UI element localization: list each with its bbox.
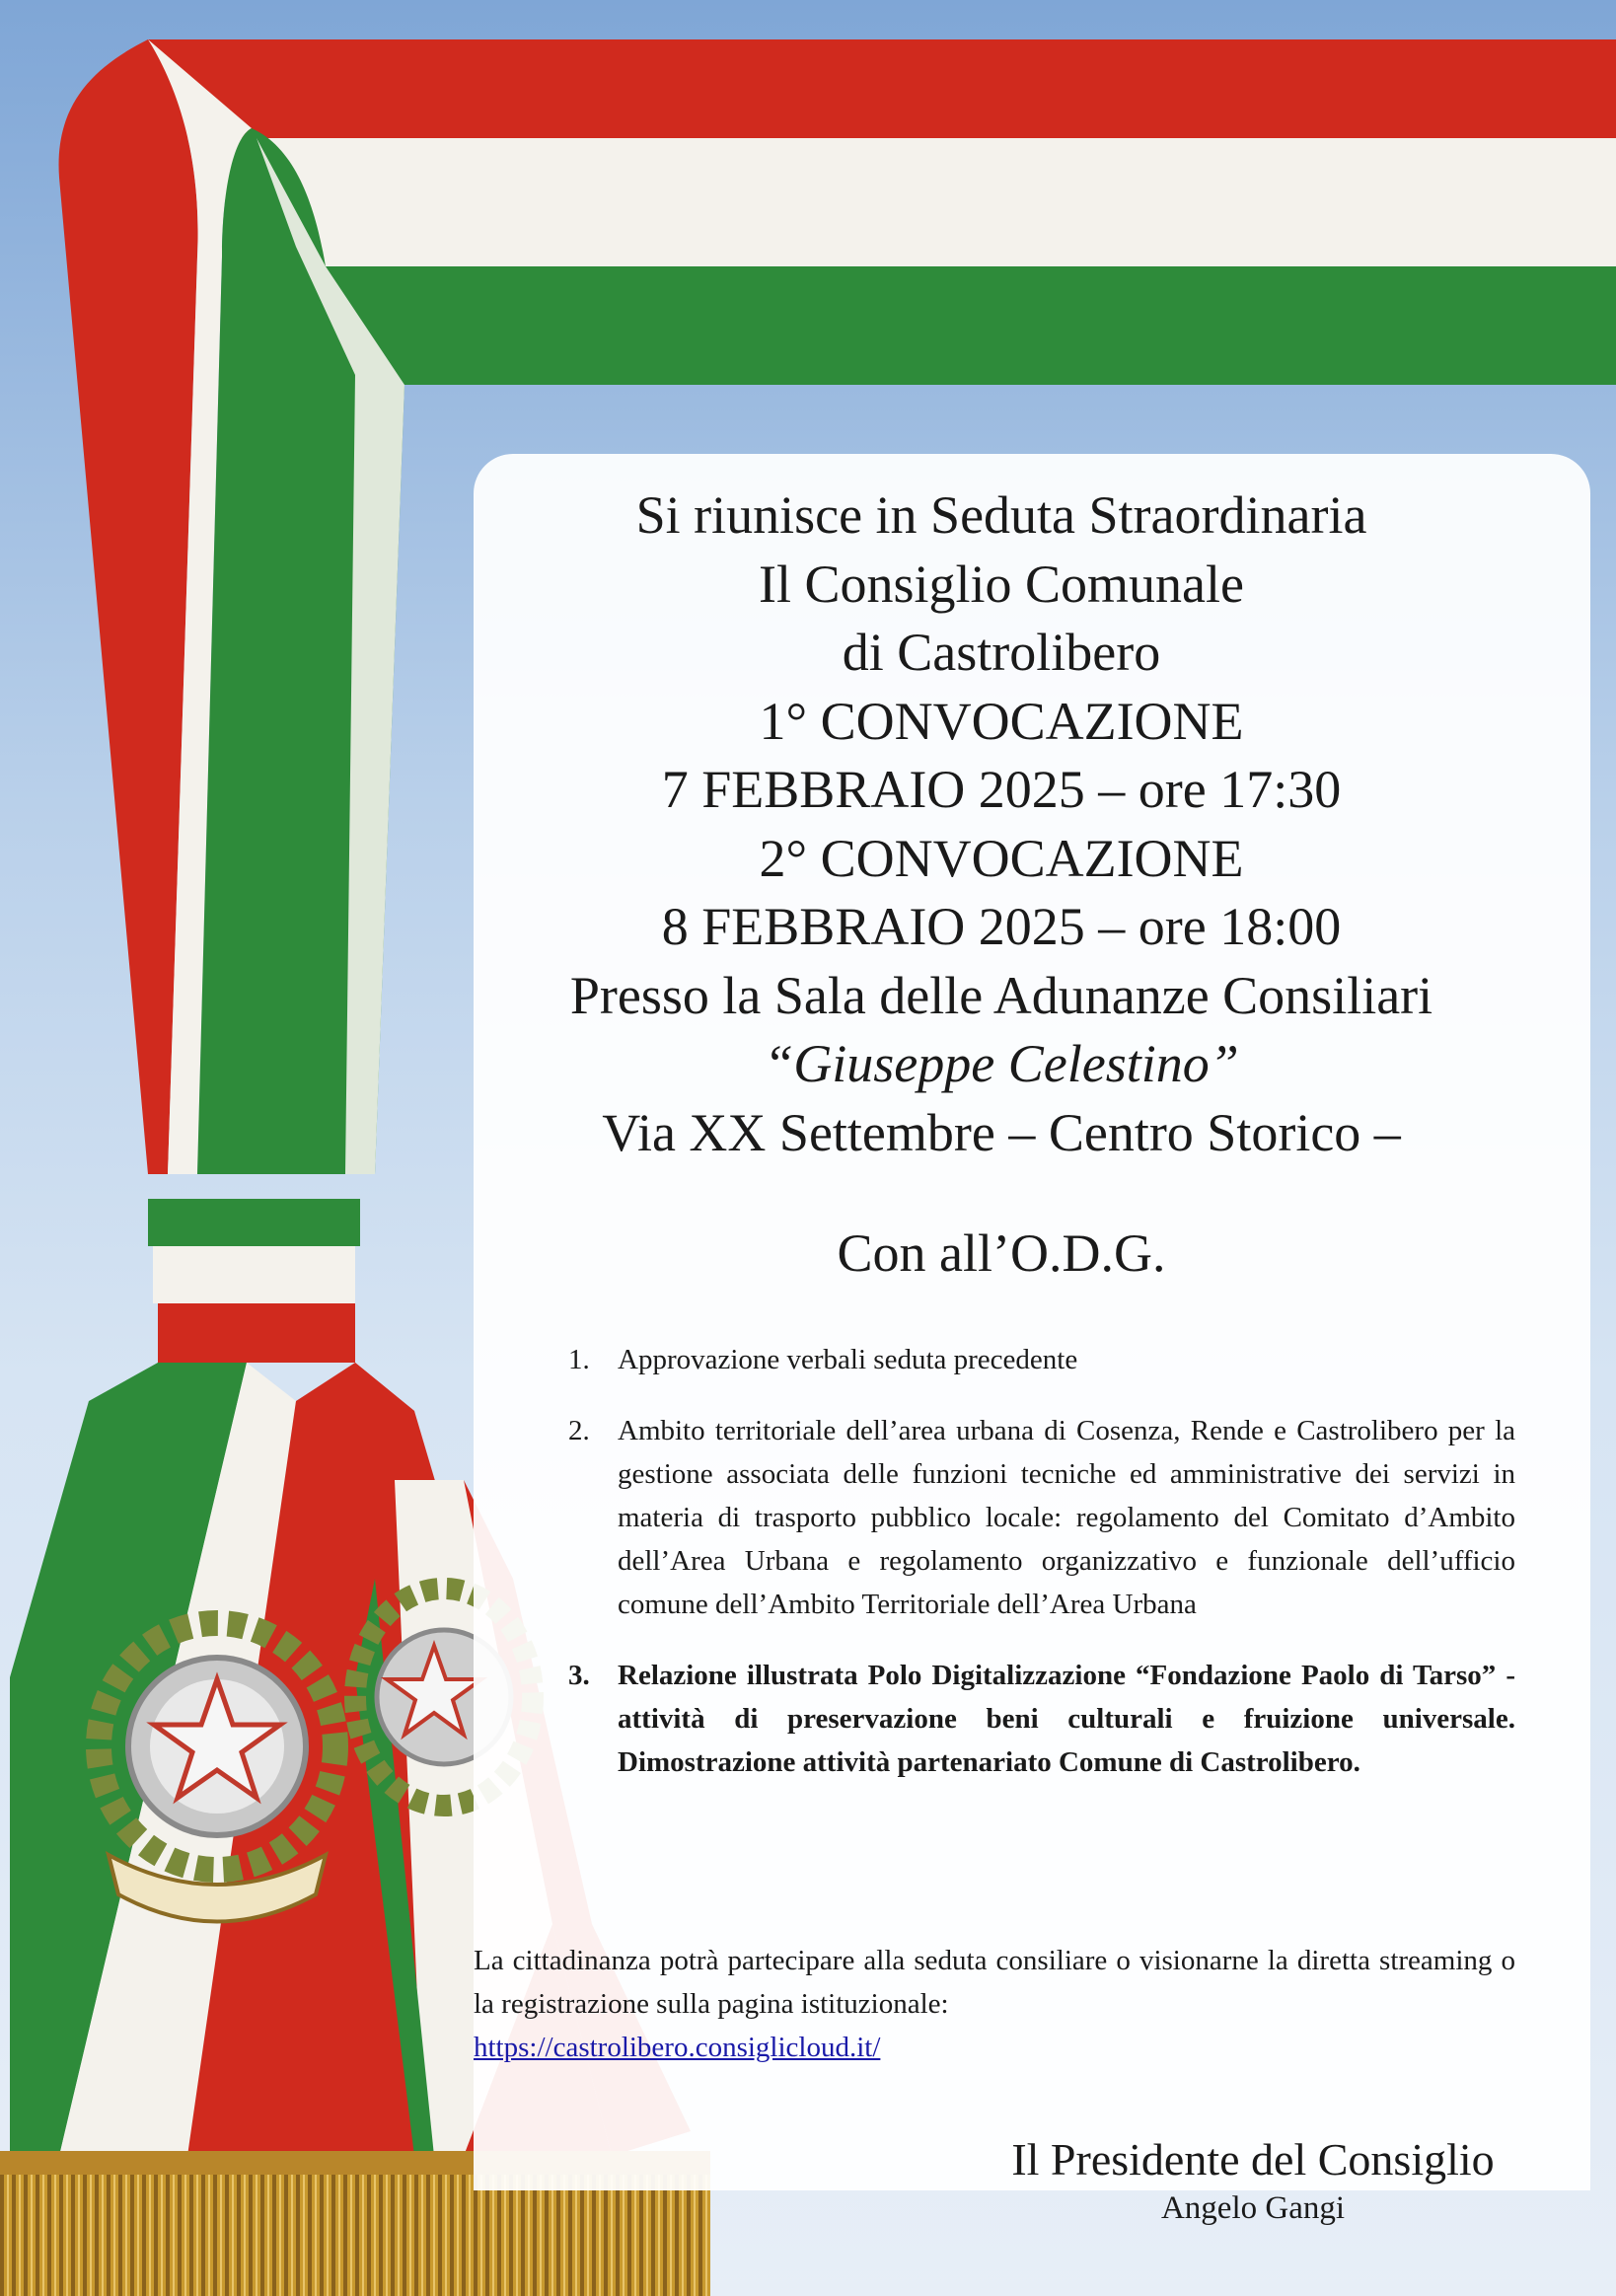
agenda-item-number: 2. [568,1415,590,1446]
streaming-notice [474,1939,1515,2069]
agenda-title: Con all’O.D.G. [837,1223,1166,1283]
venue-address: Via XX Settembre – Centro Storico – [602,1102,1401,1162]
agenda-item [552,1654,1515,1784]
agenda-item-number: 3. [568,1660,590,1691]
notice-heading [474,481,1529,1167]
venue-line: Presso la Sala delle Adunanze Consiliari [569,965,1433,1025]
second-convocation-date: 8 FEBBRAIO 2025 – ore 18:00 [661,897,1342,956]
first-convocation-label: 1° CONVOCAZIONE [759,691,1244,751]
venue-name: “Giuseppe Celestino” [764,1034,1239,1093]
agenda-item [552,1409,1515,1626]
agenda-item [552,1338,1515,1381]
streaming-notice-text: La cittadinanza potrà partecipare alla seduta consiliare o visionarne la diretta streaming o la registrazione sulla pagina istituzionale: [474,1945,1515,2020]
agenda-list [552,1338,1515,1784]
signature-title: Il Presidente del Consiglio [1011,2134,1495,2185]
signature-name: Angelo Gangi [1160,2190,1346,2226]
streaming-link[interactable]: https://castrolibero.consiglicloud.it/ [474,2032,881,2063]
heading-line-3: di Castrolibero [842,623,1161,682]
agenda-item-text: Relazione illustrata Polo Digitalizzazione “Fondazione Paolo di Tarso” - attività di preservazione beni culturali e fruizione universale. Dimostrazione attività partenariato Comune di Castrolibero. [618,1660,1515,1778]
signature-block [947,2133,1559,2230]
first-convocation-date: 7 FEBBRAIO 2025 – ore 17:30 [661,760,1342,819]
heading-line-2: Il Consiglio Comunale [759,554,1244,614]
heading-line-1: Si riunisce in Seduta Straordinaria [635,485,1367,545]
agenda-item-text: Ambito territoriale dell’area urbana di Cosenza, Rende e Castrolibero per la gestione associata delle funzioni tecniche ed amministrative dei servizi in materia di trasporto pubblico locale: regolamento del Comitato d’Ambito dell’Area Urbana e regolamento organizzativo e funzionale dell’ufficio comune dell’Ambito Territoriale dell’Area Urbana [618,1415,1515,1620]
agenda-item-text: Approvazione verbali seduta precedente [618,1344,1078,1375]
sash-knot [148,1199,360,1363]
agenda-item-number: 1. [568,1344,590,1375]
second-convocation-label: 2° CONVOCAZIONE [759,828,1244,888]
